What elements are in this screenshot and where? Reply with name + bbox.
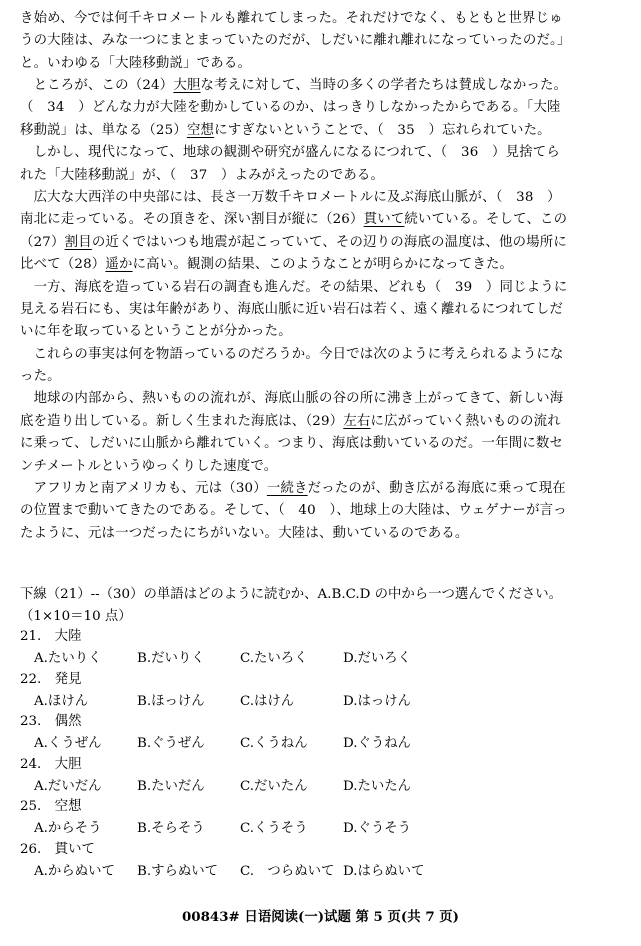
passage-text: いに年を取っているということが分かった。 bbox=[20, 324, 292, 340]
passage-text: たように、元は一つだったにちがいない。大陸は、動いているのである。 bbox=[20, 525, 469, 541]
passage-line bbox=[20, 478, 622, 500]
passage-line bbox=[20, 344, 622, 366]
question-title: 26. 貫いて bbox=[20, 842, 95, 857]
passage-line bbox=[20, 75, 622, 97]
underlined-word: 割目 bbox=[64, 234, 92, 250]
passage-text: 南北に走っている。その頂きを、深い割目が縦に（26） bbox=[20, 212, 364, 228]
passage-text: アフリカと南アメリカも、元は（30） bbox=[20, 481, 267, 497]
answer-options bbox=[20, 733, 446, 755]
passage-line: と。いわゆる「大陸移動説」である。 bbox=[20, 55, 252, 71]
answer-options bbox=[20, 776, 446, 798]
answer-option: B.だいりく bbox=[137, 651, 205, 666]
question-title: 23. 偶然 bbox=[20, 714, 82, 730]
passage-line bbox=[20, 299, 622, 321]
instruction-points: （1×10＝10 点） bbox=[20, 608, 132, 624]
passage-line bbox=[20, 232, 622, 254]
answer-option: A.からぬいて bbox=[34, 864, 115, 879]
passage-text: に高い。観測の結果、このようなことが明らかになってきた。 bbox=[132, 257, 514, 273]
passage-line bbox=[20, 366, 622, 388]
passage-text: 比べて（28） bbox=[20, 257, 106, 273]
passage-line bbox=[20, 120, 622, 142]
underlined-word: 大胆 bbox=[173, 78, 201, 93]
answer-option: D.ぐうねん bbox=[343, 736, 412, 752]
passage-text: にすぎないということで、（ 35 ）忘れられていた。 bbox=[214, 122, 551, 138]
answer-option: C. つらぬいて bbox=[240, 864, 335, 879]
answer-option: C.だいたん bbox=[240, 778, 308, 794]
answer-option: B.ほっけん bbox=[137, 693, 205, 709]
passage-text: 広大な大西洋の中央部には、長さ一万数千キロメートルに及ぶ海底山脈が、（ 38 ） bbox=[20, 189, 561, 205]
question-title: 25. 空想 bbox=[20, 799, 82, 815]
underlined-word: 貫いて bbox=[363, 212, 405, 228]
underlined-word: 左右 bbox=[343, 413, 371, 429]
passage-line bbox=[20, 388, 622, 410]
answer-option: C.たいろく bbox=[240, 651, 308, 666]
passage-text: （27） bbox=[20, 234, 65, 250]
passage-line: うの大陸は、みな一つにまとまっていたのだが、しだいに離れ離れになっていったのだ。」 bbox=[20, 33, 571, 49]
answer-option: D.たいたん bbox=[343, 778, 412, 794]
passage-text: 移動説」は、単なる（25） bbox=[20, 122, 187, 138]
passage-line bbox=[20, 209, 622, 231]
answer-option: A.たいりく bbox=[34, 651, 102, 666]
answer-option: A.くうぜん bbox=[34, 736, 102, 752]
underlined-word: 空想 bbox=[186, 122, 215, 138]
passage-text: に広がっていく熱いものの流れ bbox=[370, 413, 561, 429]
question-item bbox=[20, 796, 446, 840]
passage-line bbox=[20, 277, 622, 299]
answer-option: A.だいだん bbox=[34, 778, 102, 794]
answer-option: C.くうねん bbox=[240, 736, 308, 752]
passage-text: の位置まで動いてきたのである。そして、（ 40 ）、地球上の大陸は、ウェゲナーが言っ bbox=[20, 503, 567, 519]
passage-line bbox=[20, 165, 622, 187]
passage-text: ンチメートルというゆっくりした速度で。 bbox=[20, 458, 278, 474]
question-item bbox=[20, 626, 446, 670]
passage-line bbox=[20, 321, 622, 343]
question-item bbox=[20, 839, 446, 883]
answer-option: C.くうそう bbox=[240, 821, 308, 837]
answer-option: D.だいろく bbox=[343, 651, 412, 666]
question-instruction bbox=[20, 584, 624, 627]
instruction-line: 下線（21）--（30）の単語はどのように読むか、A.B.C.D の中から一つ選んでください。 bbox=[20, 587, 563, 602]
answer-option: B.すらぬいて bbox=[137, 864, 219, 879]
passage-line bbox=[20, 523, 622, 545]
answer-option: B.ぐうぜん bbox=[137, 736, 205, 752]
passage-line bbox=[20, 456, 622, 478]
answer-option: D.ぐうそう bbox=[343, 821, 412, 837]
passage-text: 一方、海底を造っている岩石の調査も進んだ。その結果、どれも（ 39 ）同じように bbox=[20, 279, 568, 295]
question-item bbox=[20, 669, 446, 713]
passage-text: の近くではいつも地震が起こっていて、その辺りの海底の温度は、他の場所に bbox=[91, 234, 567, 250]
answer-option: B.そらそう bbox=[137, 821, 205, 837]
passage-text: れた「大陸移動説」が、（ 37 ）よみがえったのである。 bbox=[20, 167, 385, 183]
passage-text: 地球の内部から、熱いものの流れが、海底山脈の谷の所に沸き上がってきて、新しい海 bbox=[20, 391, 564, 407]
passage-line bbox=[20, 433, 622, 455]
passage-text: しかし、現代になって、地球の観測や研究が盛んになるにつれて、（ 36 ）見捨てら bbox=[20, 145, 560, 161]
question-item bbox=[20, 754, 446, 798]
page-footer: 00843# 日语阅读(一)试题 第 5 页(共 7 页) bbox=[181, 909, 460, 925]
passage-text: ところが、この（24） bbox=[20, 78, 174, 93]
passage-text: 続いている。そして、この bbox=[404, 212, 568, 228]
passage-text: に乗って、しだいに山脈から離れていく。つまり、海底は動いているのだ。一年間に数セ bbox=[20, 436, 564, 452]
passage-text: った。 bbox=[20, 369, 61, 385]
passage-line bbox=[20, 500, 622, 522]
passage-line: き始め、今では何千キロメートルも離れてしまった。それだけでなく、もともと世界じゅ bbox=[20, 11, 563, 26]
answer-options bbox=[20, 648, 446, 670]
passage-body bbox=[20, 75, 622, 545]
answer-option: B.たいだん bbox=[137, 778, 205, 794]
passage-line bbox=[20, 411, 622, 433]
passage-text: （ 34 ）どんな力が大陸を動かしているのか、はっきりしなかったからである。「大陸 bbox=[20, 100, 561, 116]
passage-text: これらの事実は何を物語っているのだろうか。今日では次のように考えられるようにな bbox=[20, 346, 564, 362]
underlined-word: 遥か bbox=[105, 257, 133, 273]
passage-intro bbox=[20, 8, 622, 75]
answer-option: D.はっけん bbox=[343, 693, 412, 709]
answer-option: C.はけん bbox=[240, 693, 295, 709]
passage-text: 見える岩石にも、実は年齢があり、海底山脈に近い岩石は若く、遠く離れるにつれてしだ bbox=[20, 301, 564, 317]
answer-options bbox=[20, 861, 446, 883]
answer-options bbox=[20, 691, 446, 713]
passage-line bbox=[20, 97, 622, 119]
question-title: 21. 大陸 bbox=[20, 629, 82, 644]
question-title: 22. 発見 bbox=[20, 671, 82, 687]
passage-line bbox=[20, 187, 622, 209]
passage-text: 底を造り出している。新しく生まれた海底は、（29） bbox=[20, 413, 344, 429]
question-title: 24. 大胆 bbox=[20, 756, 82, 772]
passage-text: だったのが、動き広がる海底に乗って現在 bbox=[307, 481, 566, 497]
passage-line bbox=[20, 254, 622, 276]
answer-options bbox=[20, 818, 446, 840]
answer-option: D.はらぬいて bbox=[343, 864, 425, 879]
question-item bbox=[20, 711, 446, 755]
answer-option: A.ほけん bbox=[34, 693, 89, 709]
passage-line bbox=[20, 142, 622, 164]
answer-option: A.からそう bbox=[34, 821, 102, 837]
passage-text: な考えに対して、当時の多くの学者たちは賛成しなかった。 bbox=[200, 78, 568, 93]
underlined-word: 一続き bbox=[266, 481, 308, 497]
